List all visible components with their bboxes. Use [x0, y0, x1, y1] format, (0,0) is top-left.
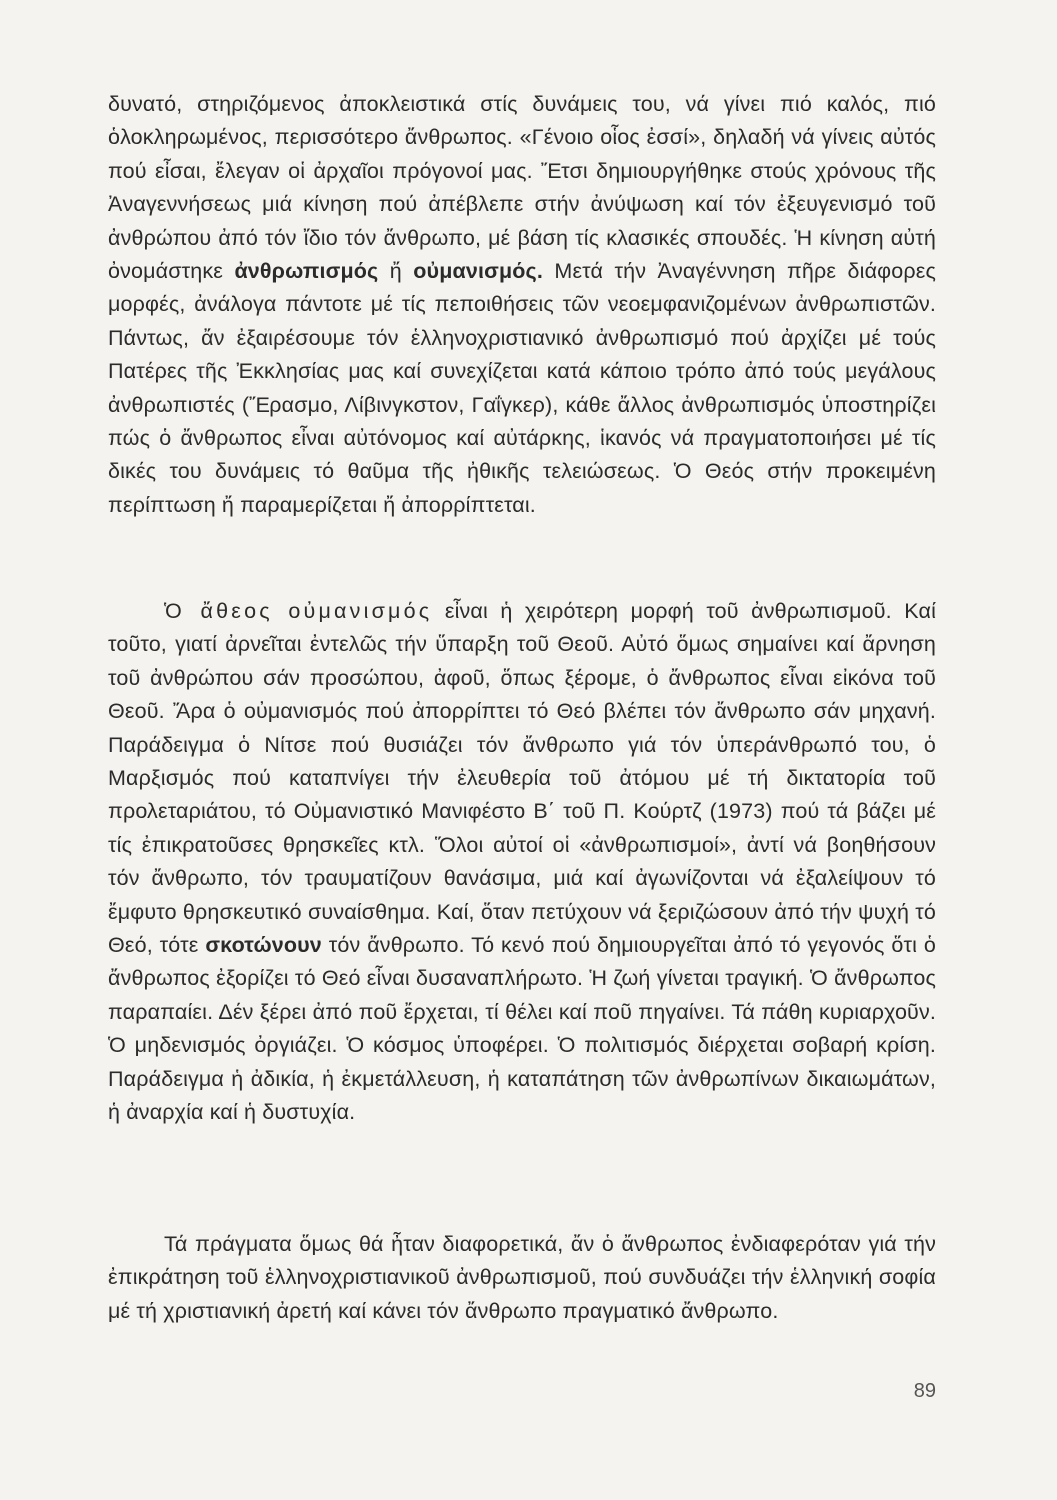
paragraph-2-text-before: εἶναι ἡ χειρότερη μορφή τοῦ ἀνθρωπισμοῦ. Καί τοῦτο, γιατί ἀρνεῖται ἐντελῶς τήν ὕπαρξη τοῦ Θεοῦ. Αὐτό ὅμως σημαίνει καί ἄρνηση τοῦ ἀνθρώπου σάν προσώπου, ἀφοῦ, ὅπως ξέρομε, ὁ ἄνθρωπος εἶναι εἰκόνα τοῦ Θεοῦ. Ἄρα ὁ οὐμανισμός πού ἀπορρίπτει τό Θεό βλέπει τόν ἄνθρωπο σάν μηχανή. Παράδειγμα ὁ Νίτσε πού θυσιάζει τόν ἄνθρωπο γιά τόν ὑπεράνθρωπό του, ὁ Μαρξισμός πού καταπνίγει τήν ἐλευθερία τοῦ ἀτόμου μέ τή δικτατορία τοῦ προλεταριάτου, τό Οὐμανιστικό Μανιφέστο Β΄ τοῦ Π. Κούρτζ (1973) πού τά βάζει μέ τίς ἐπικρατοῦσες θρησκεῖες κτλ. Ὅλοι αὐτοί οἱ «ἀνθρωπισμοί», ἀντί νά βοηθήσουν τόν ἄνθρωπο, τόν τραυματίζουν θανάσιμα, μιά καί ἀγωνίζονται νά ἐξαλείψουν τό ἔμφυτο θρησκευτικό συναίσθημα. Καί, ὅταν πετύχουν νά ξεριζώσουν ἀπό τήν ψυχή τό Θεό, τότε [108, 599, 936, 958]
term-oumanismos: οὐμανισμός. [413, 259, 543, 284]
paragraph-1-text-before: δυνατό, στηριζόμενος ἀποκλειστικά στίς δυνάμεις του, νά γίνει πιό καλός, πιό ὁλοκληρωμένος, περισσότερο ἄνθρωπος. «Γένοιο οἷος ἐσσί», δηλαδή νά γίνεις αὐτός πού εἶσαι, ἔλεγαν οἱ ἀρχαῖοι πρόγονοί μας. Ἔτσι δημιουργήθηκε στούς χρόνους τῆς Ἀναγεννήσεως μιά κίνηση πού ἀπέβλεπε στήν ἀνύψωση καί τόν ἐξευγενισμό τοῦ ἀνθρώπου ἀπό τόν ἴδιο τόν ἄνθρωπο, μέ βάση τίς κλασικές σπουδές. Ἡ κίνηση αὐτή ὀνομάστηκε [108, 92, 936, 284]
term-anthropismos: ἀνθρωπισμός [234, 259, 379, 284]
page-number: 89 [913, 1380, 936, 1402]
paragraph-humanism-origins [108, 88, 936, 522]
paragraph-1-text-middle: ἤ [378, 259, 414, 284]
paragraph-3-text: Τά πράγματα ὅμως θά ἦταν διαφορετικά, ἄν ὁ ἄνθρωπος ἐνδιαφερόταν γιά τήν ἐπικράτηση τοῦ ἑλληνοχριστιανικοῦ ἀνθρωπισμοῦ, πού συνδυάζει τήν ἑλληνική σοφία μέ τή χριστιανική ἀρετή καί κάνει τόν ἄνθρωπο πραγματικό ἄνθρωπο. [108, 1232, 936, 1323]
paragraph-conclusion [108, 1228, 936, 1328]
paragraph-1-text-after: Μετά τήν Ἀναγέννηση πῆρε διάφορες μορφές, ἀνάλογα πάντοτε μέ τίς πεποιθήσεις τῶν νεοεμφανιζομένων ἀνθρωπιστῶν. Πάντως, ἄν ἐξαιρέσουμε τόν ἑλληνοχριστιανικό ἀνθρωπισμό πού ἀρχίζει μέ τούς Πατέρες τῆς Ἐκκλησίας μας καί συνεχίζεται κατά κάποιο τρόπο ἀπό τούς μεγάλους ἀνθρωπιστές (Ἔρασμο, Λίβινγκστον, Γαΐγκερ), κάθε ἄλλος ἀνθρωπισμός ὑποστηρίζει πώς ὁ ἄνθρωπος εἶναι αὐτόνομος καί αὐτάρκης, ἱκανός νά πραγματοποιήσει μέ τίς δικές του δυνάμεις τό θαῦμα τῆς ἠθικῆς τελειώσεως. Ὁ Θεός στήν προκειμένη περίπτωση ἤ παραμερίζεται ἤ ἀπορρίπτεται. [108, 259, 936, 517]
term-skotonoun: σκοτώνουν [205, 933, 322, 958]
spaced-heading-atheist-humanism: Ὁ ἄθεος οὐμανισμός [164, 599, 433, 623]
paragraph-atheist-humanism [108, 595, 936, 1130]
paragraph-2-text-after: τόν ἄνθρωπο. Τό κενό πού δημιουργεῖται ἀπό τό γεγονός ὅτι ὁ ἄνθρωπος ἐξορίζει τό Θεό εἶναι δυσαναπλήρωτο. Ἡ ζωή γίνεται τραγική. Ὁ ἄνθρωπος παραπαίει. Δέν ξέρει ἀπό ποῦ ἔρχεται, τί θέλει καί ποῦ πηγαίνει. Τά πάθη κυριαρχοῦν. Ὁ μηδενισμός ὀργιάζει. Ὁ κόσμος ὑποφέρει. Ὁ πολιτισμός διέρχεται σοβαρή κρίση. Παράδειγμα ἡ ἀδικία, ἡ ἐκμετάλλευση, ἡ καταπάτηση τῶν ἀνθρωπίνων δικαιωμάτων, ἡ ἀναρχία καί ἡ δυστυχία. [108, 933, 936, 1125]
